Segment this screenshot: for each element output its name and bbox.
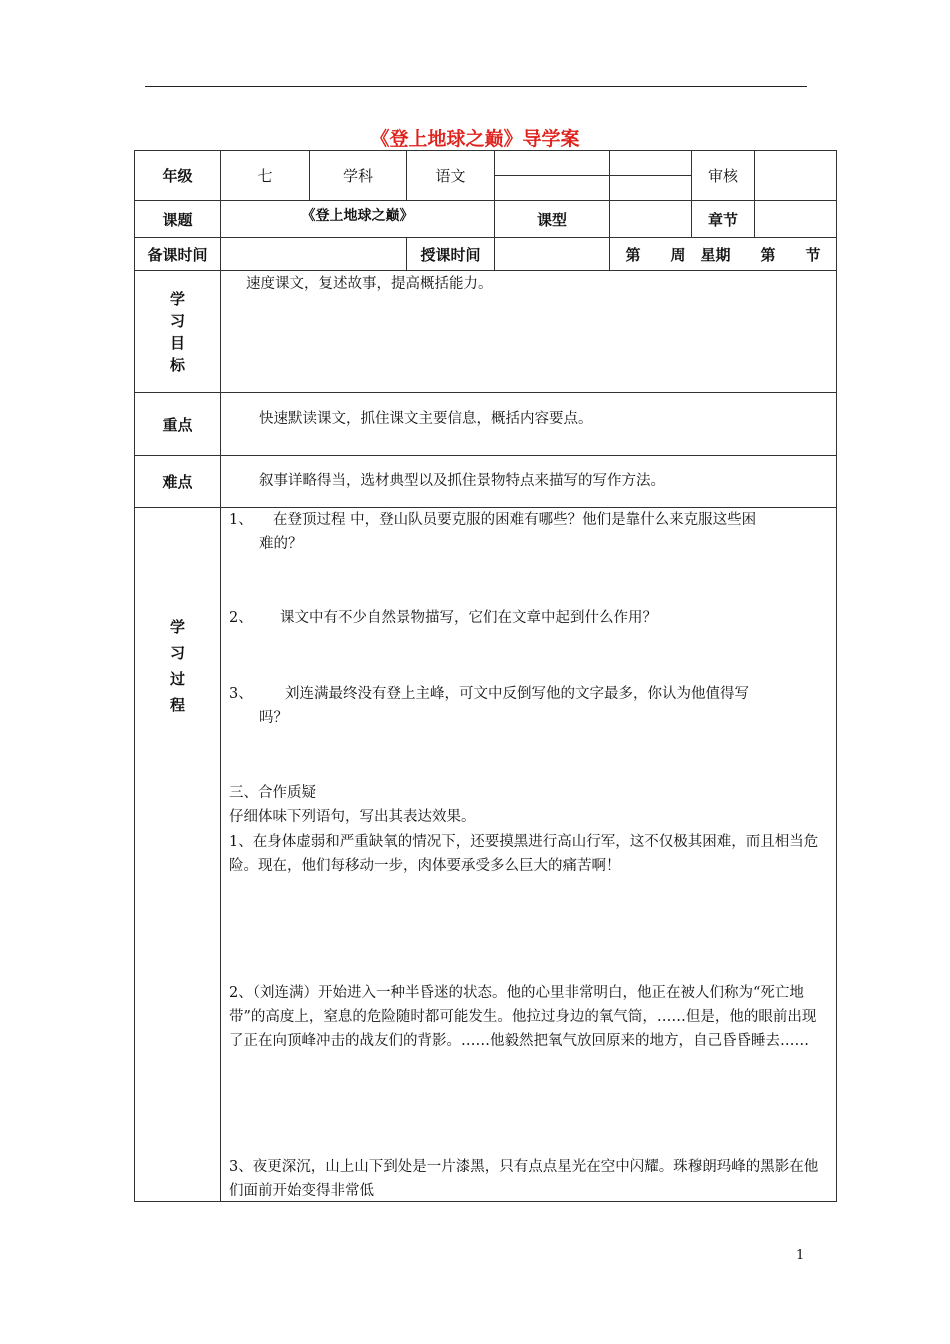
goals-label-char: 学 [169, 289, 185, 308]
goals-label-char: 标 [169, 355, 185, 374]
process-label [135, 611, 220, 721]
teach-time-label: 授课时间 [420, 245, 481, 264]
difficulty-text: 叙事详略得当，选材典型以及抓住景物特点来描写的写作方法。 [259, 473, 665, 489]
question-number: 1、 [229, 512, 253, 528]
key-point-text: 快速默读课文，抓住课文主要信息，概括内容要点。 [259, 411, 593, 427]
col-divider [220, 151, 221, 1201]
topic-value: 《登上地球之巅》 [301, 208, 414, 224]
cell-subdivider [494, 175, 691, 176]
question-number: 2、 [229, 610, 253, 626]
row-divider [135, 455, 836, 456]
row-divider [135, 270, 836, 271]
grade-value: 七 [257, 167, 273, 185]
difficulty-label: 难点 [162, 473, 193, 491]
goals-label [135, 271, 220, 392]
week-schedule: 第 周 星期 第 节 [625, 245, 821, 264]
analysis-item: 1、在身体虚弱和严重缺氧的情况下，还要摸黑进行高山行军，这不仅极其困难，而且相当危险。现在，他们每移动一步，肉体要承受多么巨大的痛苦啊！ [229, 834, 819, 874]
process-label-char: 过 [169, 670, 185, 688]
goals-label-char: 目 [169, 333, 185, 352]
page-number: 1 [796, 1248, 805, 1263]
process-label-char: 习 [169, 644, 185, 662]
topic-label: 课题 [162, 210, 193, 229]
prep-time-label: 备课时间 [147, 245, 208, 264]
goals-label-char: 习 [169, 311, 185, 330]
chapter-label: 章节 [707, 210, 738, 229]
analysis-item: 2、（刘连满）开始进入一种半昏迷的状态。他的心里非常明白，他正在被人们称为“死亡地带”的高度上，窒息的危险随时都可能发生。他拉过身边的氧气筒，……但是，他的眼前出现了正在向顶峰冲击的战友们的背影。……他毅然把氧气放回原来的地方，自己昏昏睡去…… [229, 985, 817, 1049]
question-text-cont: 难的？ [259, 536, 303, 552]
row-divider [135, 392, 836, 393]
analysis-item: 3、夜更深沉，山上山下到处是一片漆黑，只有点点星光在空中闪耀。珠穆朗玛峰的黑影在他们面前开始变得非常低 [229, 1159, 819, 1199]
lesson-plan-table [134, 150, 837, 1202]
process-label-char: 程 [169, 696, 185, 714]
question-text-cont: 吗？ [259, 710, 288, 726]
lesson-type-label: 课型 [536, 210, 567, 229]
question-number: 3、 [229, 686, 253, 702]
section-heading: 三、合作质疑 [229, 785, 316, 801]
grade-label: 年级 [162, 167, 193, 185]
header-rule [145, 86, 807, 87]
document-title: 《登上地球之巅》导学案 [370, 128, 580, 150]
question-text: 课文中有不少自然景物描写，它们在文章中起到什么作用？ [280, 610, 657, 626]
goals-text: 速度课文，复述故事，提高概括能力。 [246, 276, 493, 292]
question-text: 刘连满最终没有登上主峰，可文中反倒写他的文字最多，你认为他值得写 [285, 686, 749, 702]
question-text: 在登顶过程 中，登山队员要克服的困难有哪些？他们是靠什么来克服这些困 [273, 512, 757, 528]
section-instruction: 仔细体味下列语句，写出其表达效果。 [229, 809, 476, 825]
review-label: 审核 [707, 167, 738, 185]
col-divider [754, 200, 755, 237]
col-divider [609, 151, 610, 200]
col-divider [754, 151, 755, 200]
process-label-char: 学 [169, 618, 185, 636]
key-point-label: 重点 [162, 415, 193, 434]
subject-label: 学科 [342, 167, 373, 185]
subject-value: 语文 [435, 167, 466, 185]
